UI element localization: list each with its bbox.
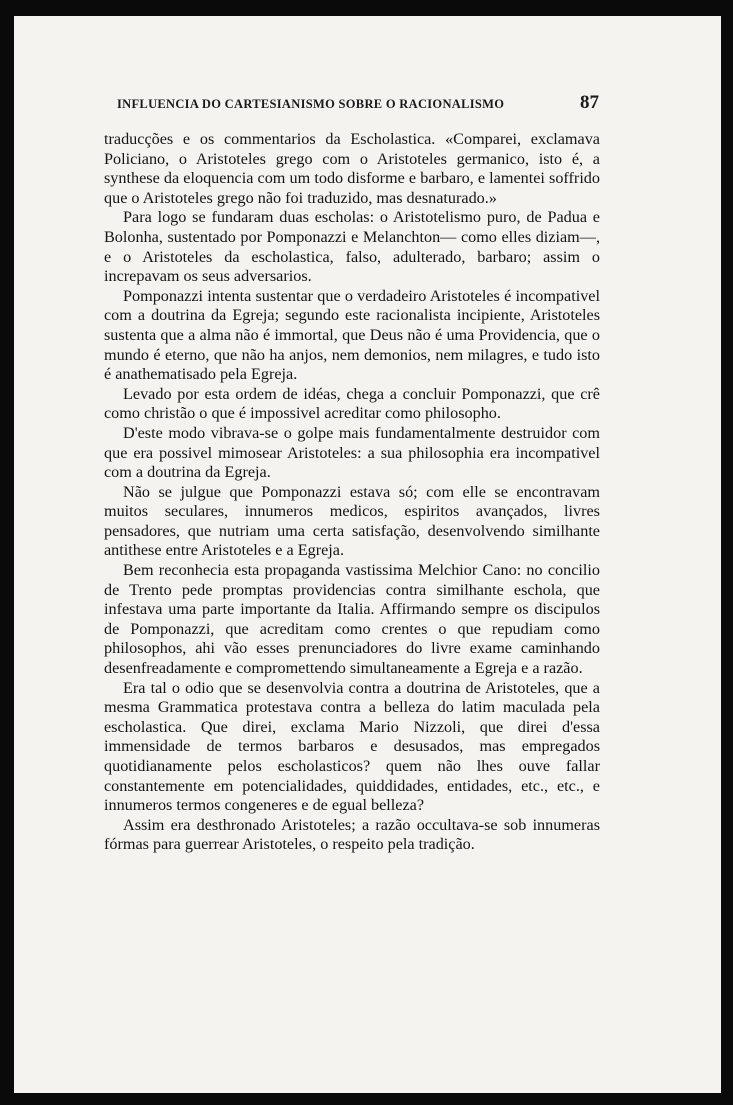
book-page — [14, 16, 721, 1093]
paragraph: Levado por esta ordem de idéas, chega a concluir Pomponazzi, que crê como christão o que é impossivel acreditar como philosopho. — [104, 384, 600, 423]
paragraph: D'este modo vibrava-se o golpe mais fundamentalmente destruidor com que era possivel mimosear Aristoteles: a sua philosophia era incompativel com a doutrina da Egreja. — [104, 423, 600, 482]
paragraph: traducções e os commentarios da Escholastica. «Comparei, exclamava Policiano, o Aristoteles grego com o Aristoteles germanico, isto é, a synthese da eloquencia com um todo disforme e barbaro, e lamentei soffrido que o Aristoteles grego não foi traduzido, mas desnaturado.» — [104, 130, 600, 207]
page-number: 87 — [580, 92, 599, 113]
body-text — [104, 130, 600, 855]
paragraph: Bem reconhecia esta propaganda vastissima Melchior Cano: no concilio de Trento pede promptas providencias contra similhante eschola, que infestava uma parte importante da Italia. Affirmando sempre os discipulos de Pomponazzi, que acreditam como crentes o que repudiam como philosophos, ahi vão esses prenunciadores do livre exame caminhando desenfreadamente e compromettendo simultaneamente a Egreja e a razão. — [104, 561, 600, 678]
page-header — [117, 92, 599, 114]
paragraph: Para logo se fundaram duas escholas: o Aristotelismo puro, de Padua e Bolonha, sustentado por Pomponazzi e Melanchton— como elles diziam—, e o Aristoteles da escholastica, falso, adulterado, barbaro; assim o increpavam os seus adversarios. — [104, 208, 600, 286]
running-title: INFLUENCIA DO CARTESIANISMO SOBRE O RACIONALISMO — [117, 97, 505, 111]
paragraph: Assim era desthronado Aristoteles; a razão occultava-se sob innumeras fórmas para guerrear Aristoteles, o respeito pela tradição. — [104, 815, 600, 854]
paragraph: Era tal o odio que se desenvolvia contra a doutrina de Aristoteles, que a mesma Grammatica protestava contra a belleza do latim maculada pela escholastica. Que direi, exclama Mario Nizzoli, que direi d'essa immensidade de termos barbaros e desusados, mas empregados quotidianamente pelos escholasticos? quem não lhes ouve fallar constantemente em potencialidades, quiddidades, entidades, etc., etc., e innumeros termos congeneres e de egual belleza? — [104, 678, 600, 815]
paragraph: Pomponazzi intenta sustentar que o verdadeiro Aristoteles é incompativel com a doutrina da Egreja; segundo este racionalista incipiente, Aristoteles sustenta que a alma não é immortal, que Deus não é uma Providencia, que o mundo é eterno, que não ha anjos, nem demonios, nem milagres, e tudo isto é anathematisado pela Egreja. — [104, 286, 600, 384]
paragraph: Não se julgue que Pomponazzi estava só; com elle se encontravam muitos seculares, innumeros medicos, espiritos avançados, livres pensadores, que nutriam uma certa satisfação, desenvolvendo similhante antithese entre Aristoteles e a Egreja. — [104, 482, 600, 560]
